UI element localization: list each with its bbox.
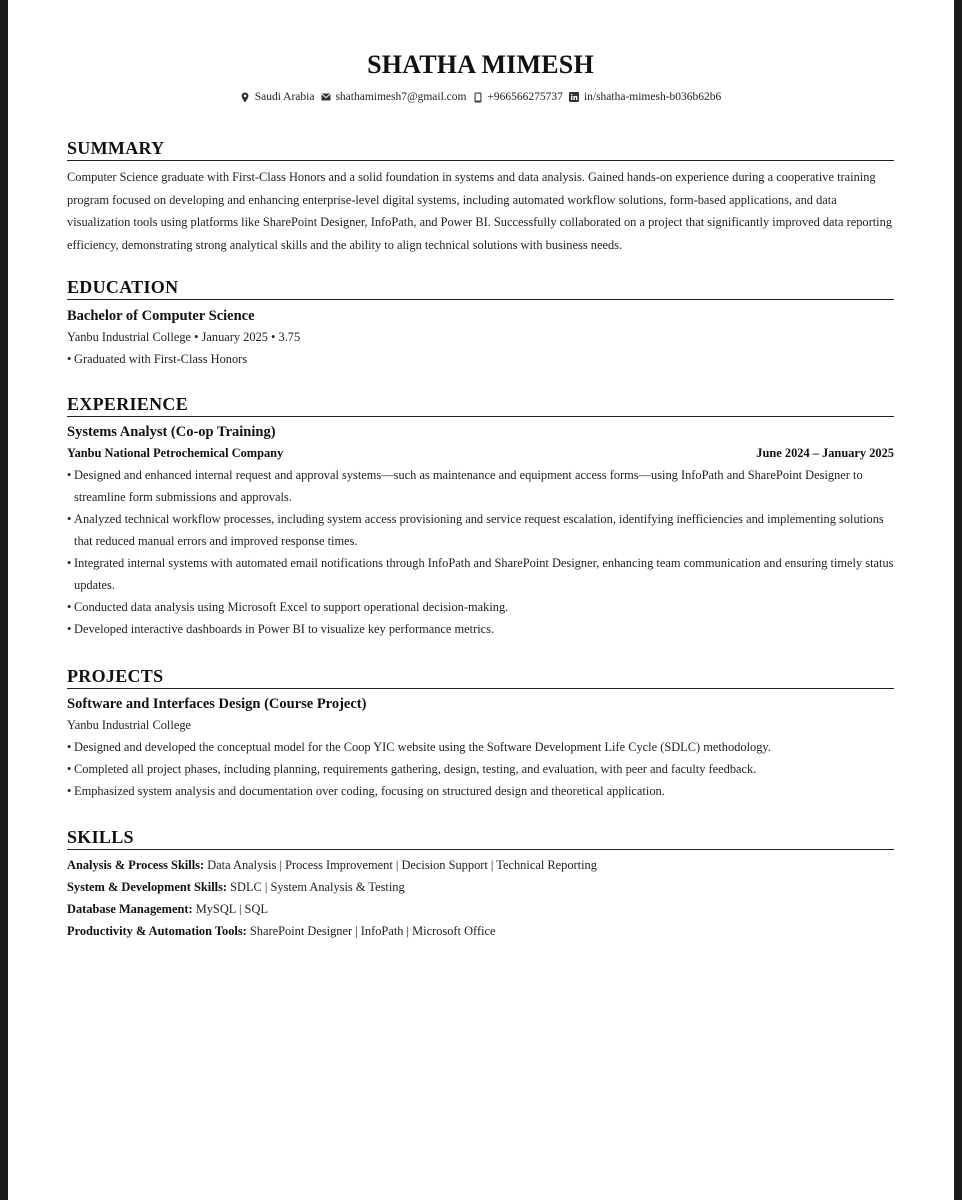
list-item: • Designed and enhanced internal request and approval systems—such as maintenance and equipment access forms—using InfoPath and SharePoint Designer to streamline form submissions and approvals.: [67, 464, 894, 508]
linkedin-icon: [569, 92, 580, 103]
skill-value: MySQL | SQL: [195, 902, 268, 916]
skill-row: [67, 920, 894, 942]
envelope-icon: [320, 92, 331, 103]
contact-email[interactable]: [320, 91, 466, 103]
list-item: • Developed interactive dashboards in Power BI to visualize key performance metrics.: [67, 618, 894, 640]
list-item: • Completed all project phases, including planning, requirements gathering, design, testing, and evaluation, with peer and faculty feedback.: [67, 758, 894, 780]
skill-label: Analysis & Process Skills:: [67, 858, 208, 872]
list-item: • Analyzed technical workflow processes, including system access provisioning and service request escalation, identifying inefficiencies and implementing solutions that reduced manual errors and improved response times.: [67, 508, 894, 552]
project-org: Yanbu Industrial College: [67, 718, 192, 732]
resume-page: [8, 0, 954, 1200]
experience-dates: June 2024 – January 2025: [756, 446, 894, 460]
skill-label: Database Management:: [67, 902, 196, 916]
skill-row: [67, 898, 894, 920]
contact-linkedin[interactable]: [569, 91, 721, 103]
candidate-name: SHATHA MIMESH: [367, 50, 594, 79]
projects-section: [67, 665, 894, 802]
experience-company: Yanbu National Petrochemical Company: [67, 446, 284, 460]
project-bullets: [67, 736, 894, 802]
skill-label: Productivity & Automation Tools:: [67, 924, 250, 938]
summary-heading: SUMMARY: [67, 137, 894, 161]
contact-email-text[interactable]: shathamimesh7@gmail.com: [335, 91, 467, 103]
skills-list: [67, 854, 894, 942]
education-bullets: [67, 348, 894, 370]
skill-row: [67, 854, 894, 876]
list-item: • Designed and developed the conceptual model for the Coop YIC website using the Software Development Life Cycle (SDLC) methodology.: [67, 736, 894, 758]
skills-heading: SKILLS: [67, 826, 894, 850]
projects-heading: PROJECTS: [67, 665, 894, 689]
list-item: • Graduated with First-Class Honors: [67, 348, 894, 370]
experience-role: Systems Analyst (Co-op Training): [67, 424, 276, 440]
contact-linkedin-text[interactable]: in/shatha-mimesh-b036b62b6: [583, 91, 722, 103]
contact-location-text: Saudi Arabia: [254, 91, 315, 103]
skill-value: SharePoint Designer | InfoPath | Microsoft Office: [249, 924, 496, 938]
location-pin-icon: [240, 92, 251, 103]
education-degree: Bachelor of Computer Science: [67, 308, 255, 324]
experience-heading: EXPERIENCE: [67, 393, 894, 417]
summary-section: [67, 137, 894, 256]
contact-phone-text[interactable]: +966566275737: [487, 91, 563, 103]
contact-bar: [67, 91, 894, 103]
skills-section: [67, 826, 894, 942]
education-section: [67, 276, 894, 370]
list-item: • Integrated internal systems with automated email notifications through InfoPath and SharePoint Designer, enhancing team communication and ensuring timely status updates.: [67, 552, 894, 596]
summary-text: Computer Science graduate with First-Class Honors and a solid foundation in systems and data analysis. Gained hands-on experience during a cooperative training program focused on developing and enhancing enterprise-level digital systems, including automated workflow solutions, form-based applications, and data visualization tools using platforms like SharePoint Designer, InfoPath, and Power BI. Successfully collaborated on a project that significantly improved data reporting efficiency, demonstrating strong analytical skills and the ability to align technical solutions with business needs.: [67, 170, 893, 252]
education-details: Yanbu Industrial College • January 2025 • 3.75: [67, 330, 301, 344]
skill-value: Data Analysis | Process Improvement | Decision Support | Technical Reporting: [207, 858, 597, 872]
skill-label: System & Development Skills:: [67, 880, 231, 894]
contact-location: [240, 91, 315, 103]
experience-section: [67, 393, 894, 640]
list-item: • Conducted data analysis using Microsoft Excel to support operational decision-making.: [67, 596, 894, 618]
skill-value: SDLC | System Analysis & Testing: [230, 880, 405, 894]
skill-row: [67, 876, 894, 898]
experience-bullets: [67, 464, 894, 640]
experience-company-row: [67, 442, 894, 464]
phone-icon: [472, 92, 483, 103]
contact-phone[interactable]: [472, 91, 563, 103]
project-name: Software and Interfaces Design (Course Project): [67, 696, 367, 712]
education-heading: EDUCATION: [67, 276, 894, 300]
list-item: • Emphasized system analysis and documentation over coding, focusing on structured design and theoretical application.: [67, 780, 894, 802]
